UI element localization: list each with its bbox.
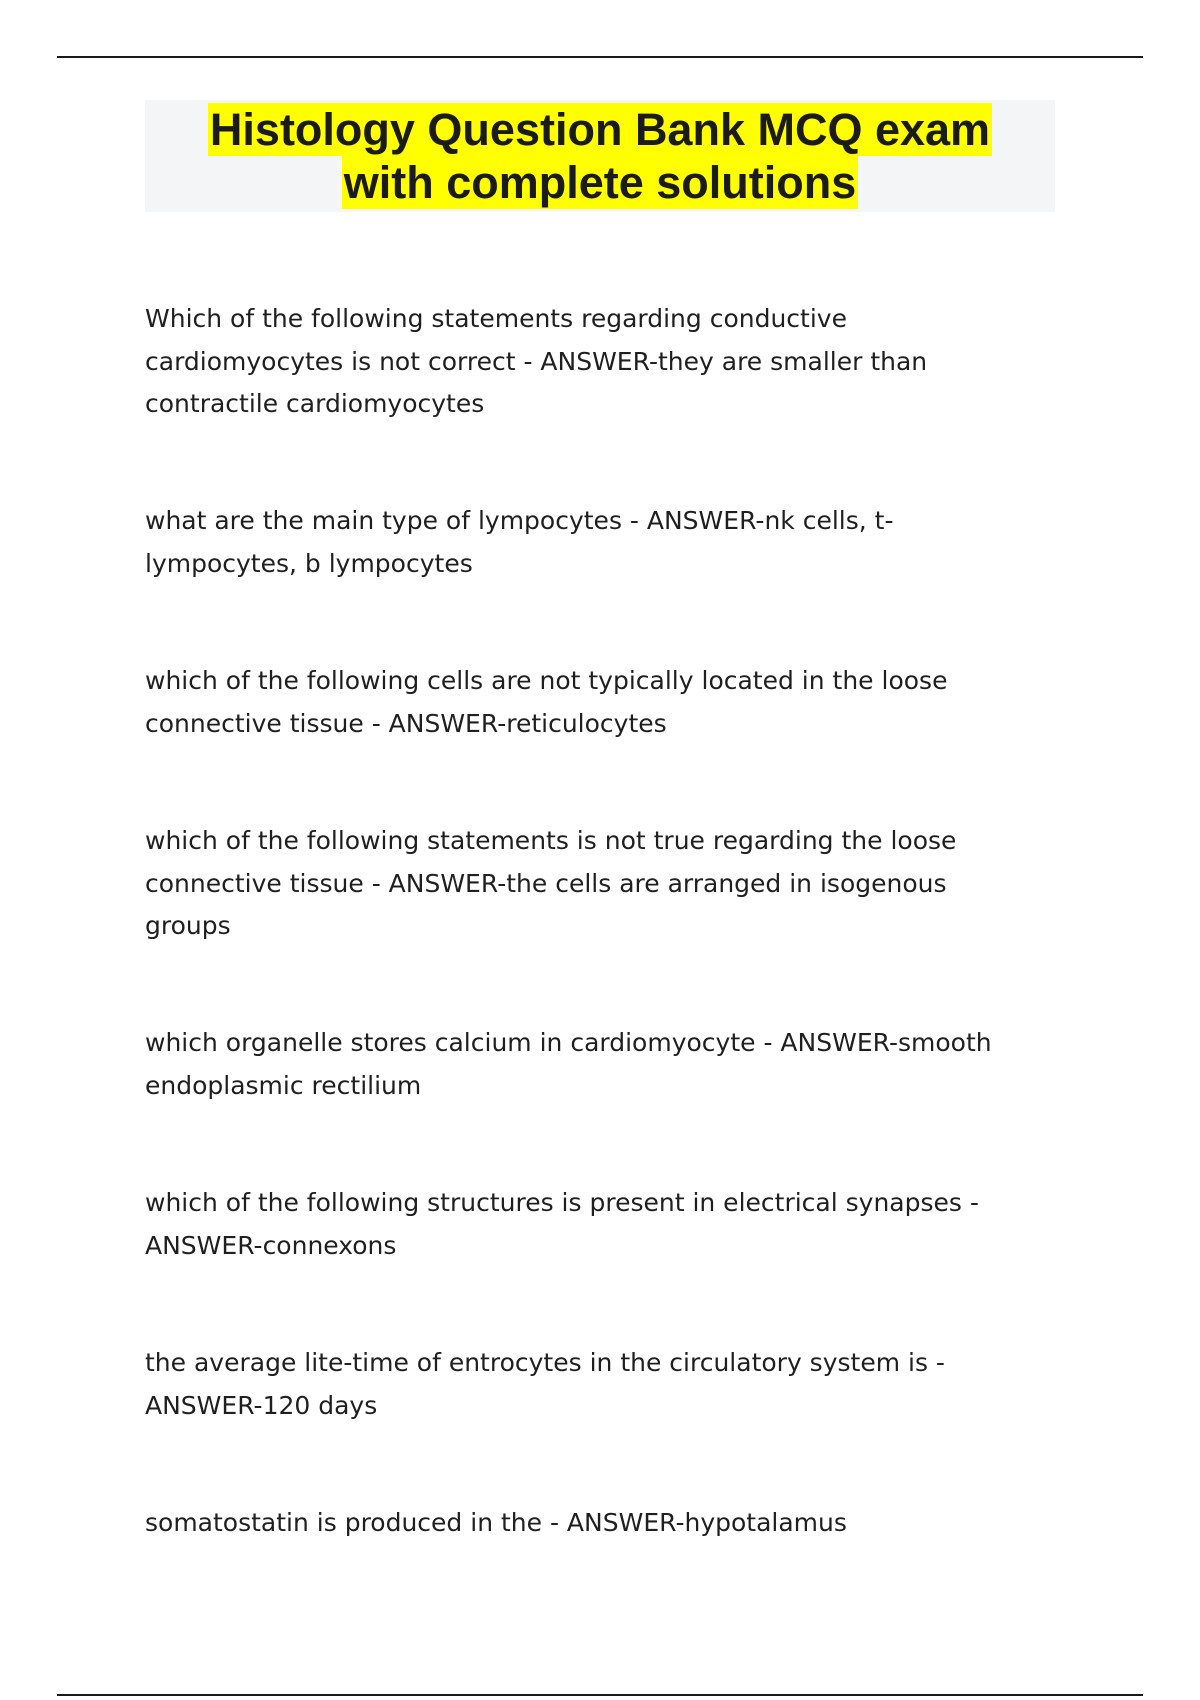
- title-line-1: Histology Question Bank MCQ exam: [209, 104, 991, 155]
- qa-item-line: the average lite-time of entrocytes in the circulatory system is -: [145, 1348, 945, 1377]
- qa-item-line: contractile cardiomyocytes: [145, 389, 485, 418]
- qa-item-line: groups: [145, 911, 231, 940]
- qa-item-line: lympocytes, b lympocytes: [145, 548, 473, 578]
- qa-item-line: endoplasmic rectilium: [145, 1070, 422, 1100]
- qa-item-5: [145, 1022, 1045, 1107]
- qa-item-line: connective tissue - ANSWER-reticulocytes: [145, 708, 667, 738]
- qa-item-line: cardiomyocytes is not correct - ANSWER-they are smaller than: [145, 346, 928, 376]
- qa-item-line: ANSWER-connexons: [145, 1230, 397, 1260]
- qa-item-line: what are the main type of lympocytes - ANSWER-nk cells, t-: [145, 506, 894, 535]
- top-rule: [57, 56, 1143, 58]
- bottom-rule: [57, 1694, 1143, 1696]
- qa-item-line: which of the following cells are not typically located in the loose: [145, 666, 948, 695]
- qa-item-2: [145, 500, 1045, 585]
- qa-item-4: [145, 820, 1045, 948]
- qa-item-6: [145, 1182, 1045, 1267]
- qa-item-line: somatostatin is produced in the - ANSWER-hypotalamus: [145, 1508, 847, 1537]
- qa-item-line: connective tissue - ANSWER-the cells are arranged in isogenous: [145, 868, 947, 898]
- qa-item-3: [145, 660, 1045, 745]
- title-box: [145, 100, 1055, 212]
- qa-item-line: ANSWER-120 days: [145, 1390, 378, 1420]
- title-line-2: with complete solutions: [343, 157, 857, 208]
- qa-item-line: which of the following structures is present in electrical synapses -: [145, 1188, 979, 1217]
- qa-item-line: which of the following statements is not true regarding the loose: [145, 826, 957, 855]
- qa-item-line: which organelle stores calcium in cardiomyocyte - ANSWER-smooth: [145, 1028, 992, 1057]
- qa-item-line: Which of the following statements regarding conductive: [145, 304, 847, 333]
- qa-item-8: [145, 1502, 1045, 1545]
- qa-item-7: [145, 1342, 1045, 1427]
- qa-item-1: [145, 298, 1045, 426]
